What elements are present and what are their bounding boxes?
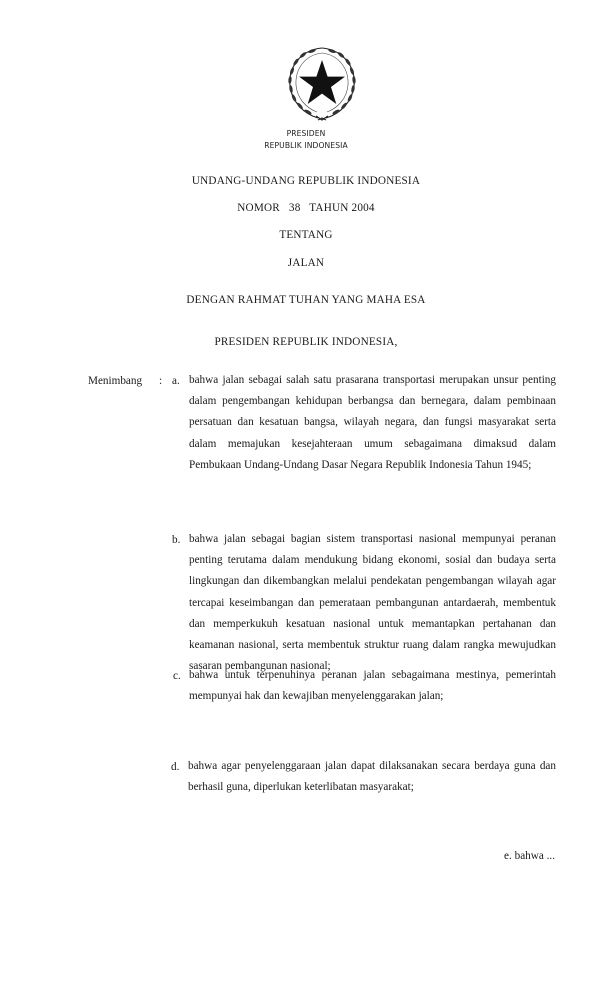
institution-line-2: REPUBLIK INDONESIA [264,141,348,150]
institution-line-1: PRESIDEN [286,129,326,138]
law-subject: JALAN [287,257,325,269]
item-letter: a. [172,375,180,387]
item-text: bahwa jalan sebagai salah satu prasarana transportasi merupakan unsur penting dalam pengembangan kehidupan berbangsa dan bernegara, dalam pembinaan persatuan dan kesatuan bangsa, wilayah negara, dan fungsi masyarakat serta dalam memajukan kesejahteraan umum sebagaimana dimaksud dalam Pembukaan Undang-Undang Dasar Negara Republik Indonesia Tahun 1945; [189,374,556,471]
considerations-colon: : [159,375,163,387]
item-letter: c. [173,670,181,682]
law-about-label: TENTANG [279,229,333,241]
continuation-marker: e. bahwa ... [504,850,555,862]
considerations-label: Menimbang [88,375,143,387]
item-letter: d. [171,761,180,773]
item-text: bahwa jalan sebagai bagian sistem transportasi nasional mempunyai peranan penting terutama dalam mendukung bidang ekonomi, sosial dan budaya serta lingkungan dan dikembangkan melalui pendekatan pengembangan wilayah agar tercapai keseimbangan dan pemerataan pembangunan antardaerah, membentuk dan memperkukuh kesatuan nasional untuk memantapkan pertahanan dan keamanan nasional, serta membentuk struktur ruang dalam rangka mewujudkan sasaran pembangunan nasional; [189,533,556,673]
presidential-emblem-icon [282,42,362,124]
item-letter: b. [172,534,181,546]
issuer: PRESIDEN REPUBLIK INDONESIA, [214,336,398,348]
law-title: UNDANG-UNDANG REPUBLIK INDONESIA [191,175,421,187]
invocation: DENGAN RAHMAT TUHAN YANG MAHA ESA [186,294,426,306]
law-number: NOMOR 38 TAHUN 2004 [237,202,375,214]
item-text: bahwa untuk terpenuhinya peranan jalan sebagaimana mestinya, pemerintah mempunyai hak dan kewajiban menyelenggarakan jalan; [189,669,556,703]
item-text: bahwa agar penyelenggaraan jalan dapat dilaksanakan secara berdaya guna dan berhasil guna, diperlukan keterlibatan masyarakat; [188,760,556,794]
